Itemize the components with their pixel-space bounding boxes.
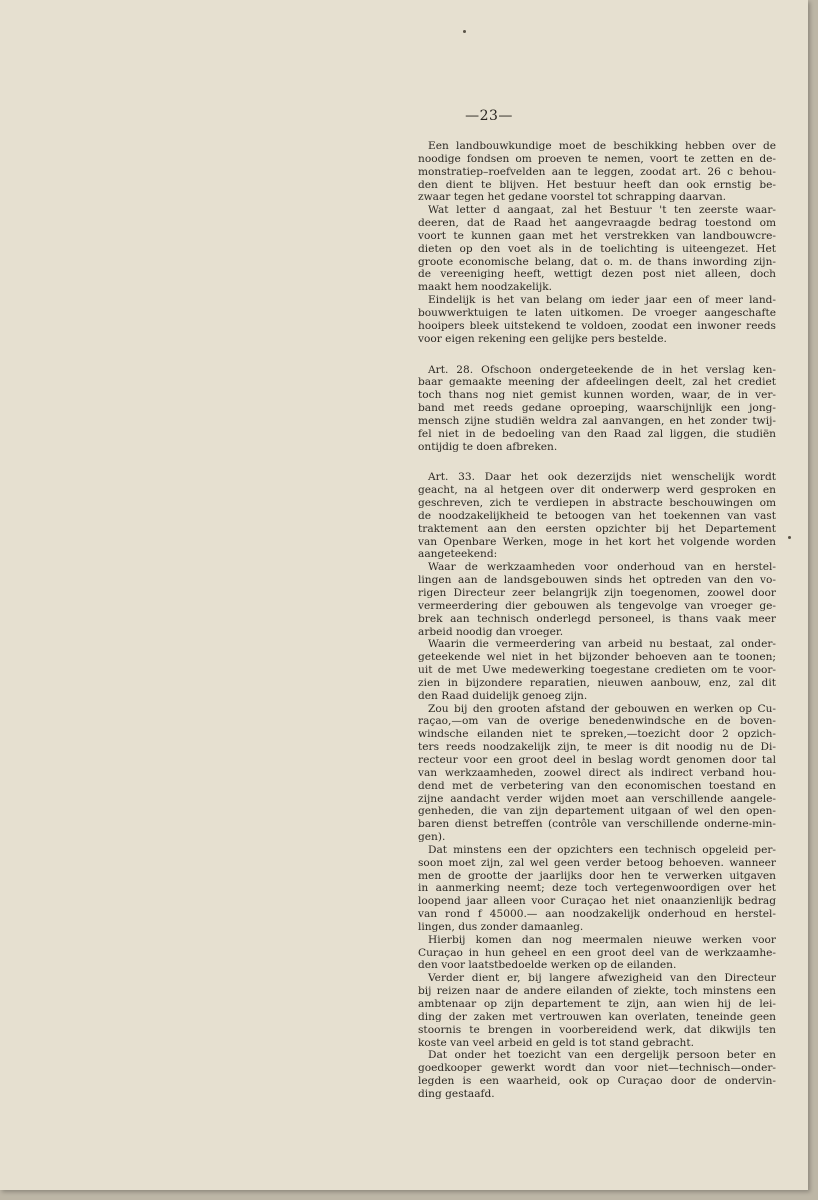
speck-mark: [788, 536, 791, 539]
text-line: Waar de werkzaamheden voor onderhoud van en herstel-: [428, 561, 776, 574]
text-line: geacht, na al hetgeen over dit onderwerp werd gesproken en: [418, 484, 776, 497]
text-line: monstratiep–roefvelden aan te leggen, zoodat art. 26 c behou-: [418, 165, 776, 178]
text-line: maakt hem noodzakelijk.: [418, 281, 553, 294]
paragraph: [418, 1049, 776, 1100]
text-line: baren dienst betreffen (contrôle van verschillende onderne-min-: [418, 818, 776, 831]
paragraph: [418, 471, 776, 561]
text-line: Zou bij den grooten afstand der gebouwen en werken op Cu-: [428, 702, 776, 715]
text-line: genheden, die van zijn departement uitgaan of wel den open-: [418, 805, 776, 818]
paragraph: [418, 638, 776, 702]
text-line: koste van veel arbeid en geld is tot stand gebracht.: [418, 1036, 694, 1049]
text-line: de vereeniging heeft, wettigt dezen post niet alleen, doch: [418, 268, 776, 281]
text-line: Dat minstens een der opzichters een technisch opgeleid per-: [428, 843, 776, 856]
paragraph: [418, 703, 776, 844]
paragraph: [418, 972, 776, 1049]
text-line: Art. 28. Ofschoon ondergeteekende de in het verslag ken-: [428, 363, 776, 376]
text-line: deeren, dat de Raad het aangevraagde bedrag toestond om: [418, 217, 776, 230]
text-line: ambtenaar op zijn departement te zijn, aan wien hij de lei-: [418, 998, 776, 1010]
text-line: mensch zijne studiën weldra zal aanvangen, en het zonder twij-: [418, 414, 776, 427]
text-line: arbeid noodig dan vroeger.: [418, 625, 564, 638]
text-line: vermeerdering dier gebouwen als tengevolge van vroeger ge-: [418, 599, 776, 612]
paragraph: [418, 140, 776, 204]
text-line: legden is een waarheid, ook op Curaçao door de ondervin-: [418, 1075, 776, 1088]
text-line: baar gemaakte meening der afdeelingen deelt, zal het crediet: [418, 376, 776, 389]
text-line: de noodzakelijkheid te betoogen van het toekennen van vast: [418, 509, 776, 522]
text-line: Hierbij komen dan nog meermalen nieuwe werken voor: [428, 933, 776, 946]
text-line: gen).: [418, 831, 446, 844]
text-line: goedkooper gewerkt wordt dan voor niet—technisch—onder-: [418, 1062, 776, 1075]
text-line: bij reizen naar de andere eilanden of ziekte, toch minstens een: [418, 985, 776, 998]
section-gap: [418, 346, 776, 364]
text-line: soon moet zijn, zal wel geen verder betoog behoeven. wanneer: [418, 856, 776, 869]
text-line: Art. 33. Daar het ook dezerzijds niet wenschelijk wordt: [428, 471, 776, 484]
text-line: van rond f 45000.— aan noodzakelijk onderhoud en herstel-: [418, 908, 776, 921]
speck-mark: [463, 30, 466, 33]
text-line: ding gestaafd.: [418, 1087, 495, 1100]
text-line: voor eigen rekening een gelijke pers bestelde.: [418, 332, 667, 345]
page-number: —23—: [465, 108, 513, 124]
text-line: noodige fondsen om proeven te nemen, voort te zetten en de-: [418, 152, 776, 165]
text-line: uit de met Uwe medewerking toegestane credieten om te voor-: [418, 664, 776, 677]
text-line: ters reeds noodzakelijk zijn, te meer is dit noodig nu de Di-: [418, 741, 776, 754]
text-line: geteekende wel niet in het bijzonder behoeven aan te toonen;: [418, 651, 776, 664]
text-line: Eindelijk is het van belang om ieder jaar een of meer land-: [428, 294, 776, 307]
text-line: groote economische belang, dat o. m. de thans inwording zijn-: [418, 255, 776, 268]
text-line: stoornis te brengen in voorbereidend werk, dat dikwijls ten: [418, 1023, 776, 1036]
text-line: geschreven, zich te verdiepen in abstracte beschouwingen om: [418, 497, 776, 510]
text-line: Curaçao in hun geheel en een groot deel van de werkzaamhe-: [418, 946, 776, 959]
text-line: den dient te blijven. Het bestuur heeft dan ook ernstig be-: [418, 178, 776, 191]
text-line: traktement aan den eersten opzichter bij het Departement: [418, 522, 776, 535]
text-line: windsche eilanden niet te spreken,—toezicht door 2 opzich-: [418, 728, 776, 741]
paragraph: [418, 561, 776, 638]
paragraph: [418, 364, 776, 454]
text-line: fel niet in de bedoeling van den Raad zal liggen, die studiën: [418, 427, 776, 440]
text-line: dieten op den voet als in de toelichting is uiteengezet. Het: [418, 242, 776, 255]
text-line: van Openbare Werken, moge in het kort het volgende worden: [418, 535, 776, 548]
text-line: brek aan technisch onderlegd personeel, is thans vaak meer: [418, 612, 776, 625]
text-line: den voor laatstbedoelde werken op de eilanden.: [418, 959, 677, 972]
paragraph: [418, 294, 776, 345]
text-line: Een landbouwkundige moet de beschikking hebben over de: [428, 140, 776, 152]
text-line: toch thans nog niet gemist kunnen worden, waar, de in ver-: [418, 389, 776, 402]
text-line: zwaar tegen het gedane voorstel tot schrapping daarvan.: [418, 191, 727, 204]
text-line: Dat onder het toezicht van een dergelijk persoon beter en: [428, 1049, 776, 1062]
text-line: men de grootte der jaarlijks door hen te verwerken uitgaven: [418, 869, 776, 882]
text-line: Verder dient er, bij langere afwezigheid van den Directeur: [428, 972, 776, 985]
text-line: recteur voor een groot deel in beslag wordt genomen door tal: [418, 753, 776, 766]
text-line: Waarin die vermeerdering van arbeid nu bestaat, zal onder-: [428, 638, 776, 651]
text-line: ontijdig te doen afbreken.: [418, 440, 558, 453]
text-line: band met reeds gedane oproeping, waarschijnlijk een jong-: [418, 402, 776, 415]
paragraph: [418, 934, 776, 973]
text-line: zijne aandacht verder wijden moet aan verschillende aangele-: [418, 792, 776, 805]
text-line: hooipers bleek uitstekend te voldoen, zoodat een inwoner reeds: [418, 319, 776, 332]
text-line: zien in bijzondere reparatien, nieuwen aanbouw, enz, zal dit: [418, 676, 776, 689]
text-line: voort te kunnen gaan met het verstrekken van landbouwcre-: [418, 229, 776, 242]
body-text: [418, 140, 776, 1101]
paragraph: [418, 844, 776, 934]
text-line: bouwwerktuigen te laten uitkomen. De vroeger aangeschafte: [418, 306, 776, 319]
section-gap: [418, 453, 776, 471]
text-line: aangeteekend:: [418, 548, 498, 561]
text-line: lingen, dus zonder damaanleg.: [418, 920, 584, 933]
text-line: Wat letter d aangaat, zal het Bestuur 't ten zeerste waar-: [428, 204, 776, 217]
text-line: dend met de verbetering van den economischen toestand en: [418, 779, 776, 792]
text-line: in aanmerking neemt; deze toch vertegenwoordigen over het: [418, 882, 776, 895]
text-line: loopend jaar alleen voor Curaçao het niet onaanzienlijk bedrag: [418, 895, 776, 908]
text-line: rigen Directeur zeer belangrijk zijn toegenomen, zoowel door: [418, 587, 776, 599]
text-line: den Raad duidelijk genoeg zijn.: [418, 689, 588, 702]
text-line: van werkzaamheden, zoowel direct als indirect verband hou-: [418, 766, 776, 779]
paragraph: [418, 204, 776, 294]
text-line: ding der zaken met vertrouwen kan overlaten, teneinde geen: [418, 1010, 776, 1023]
text-line: raçao,—om van de overige benedenwindsche en de boven-: [418, 715, 776, 728]
text-line: lingen aan de landsgebouwen sinds het optreden van den vo-: [418, 574, 776, 587]
